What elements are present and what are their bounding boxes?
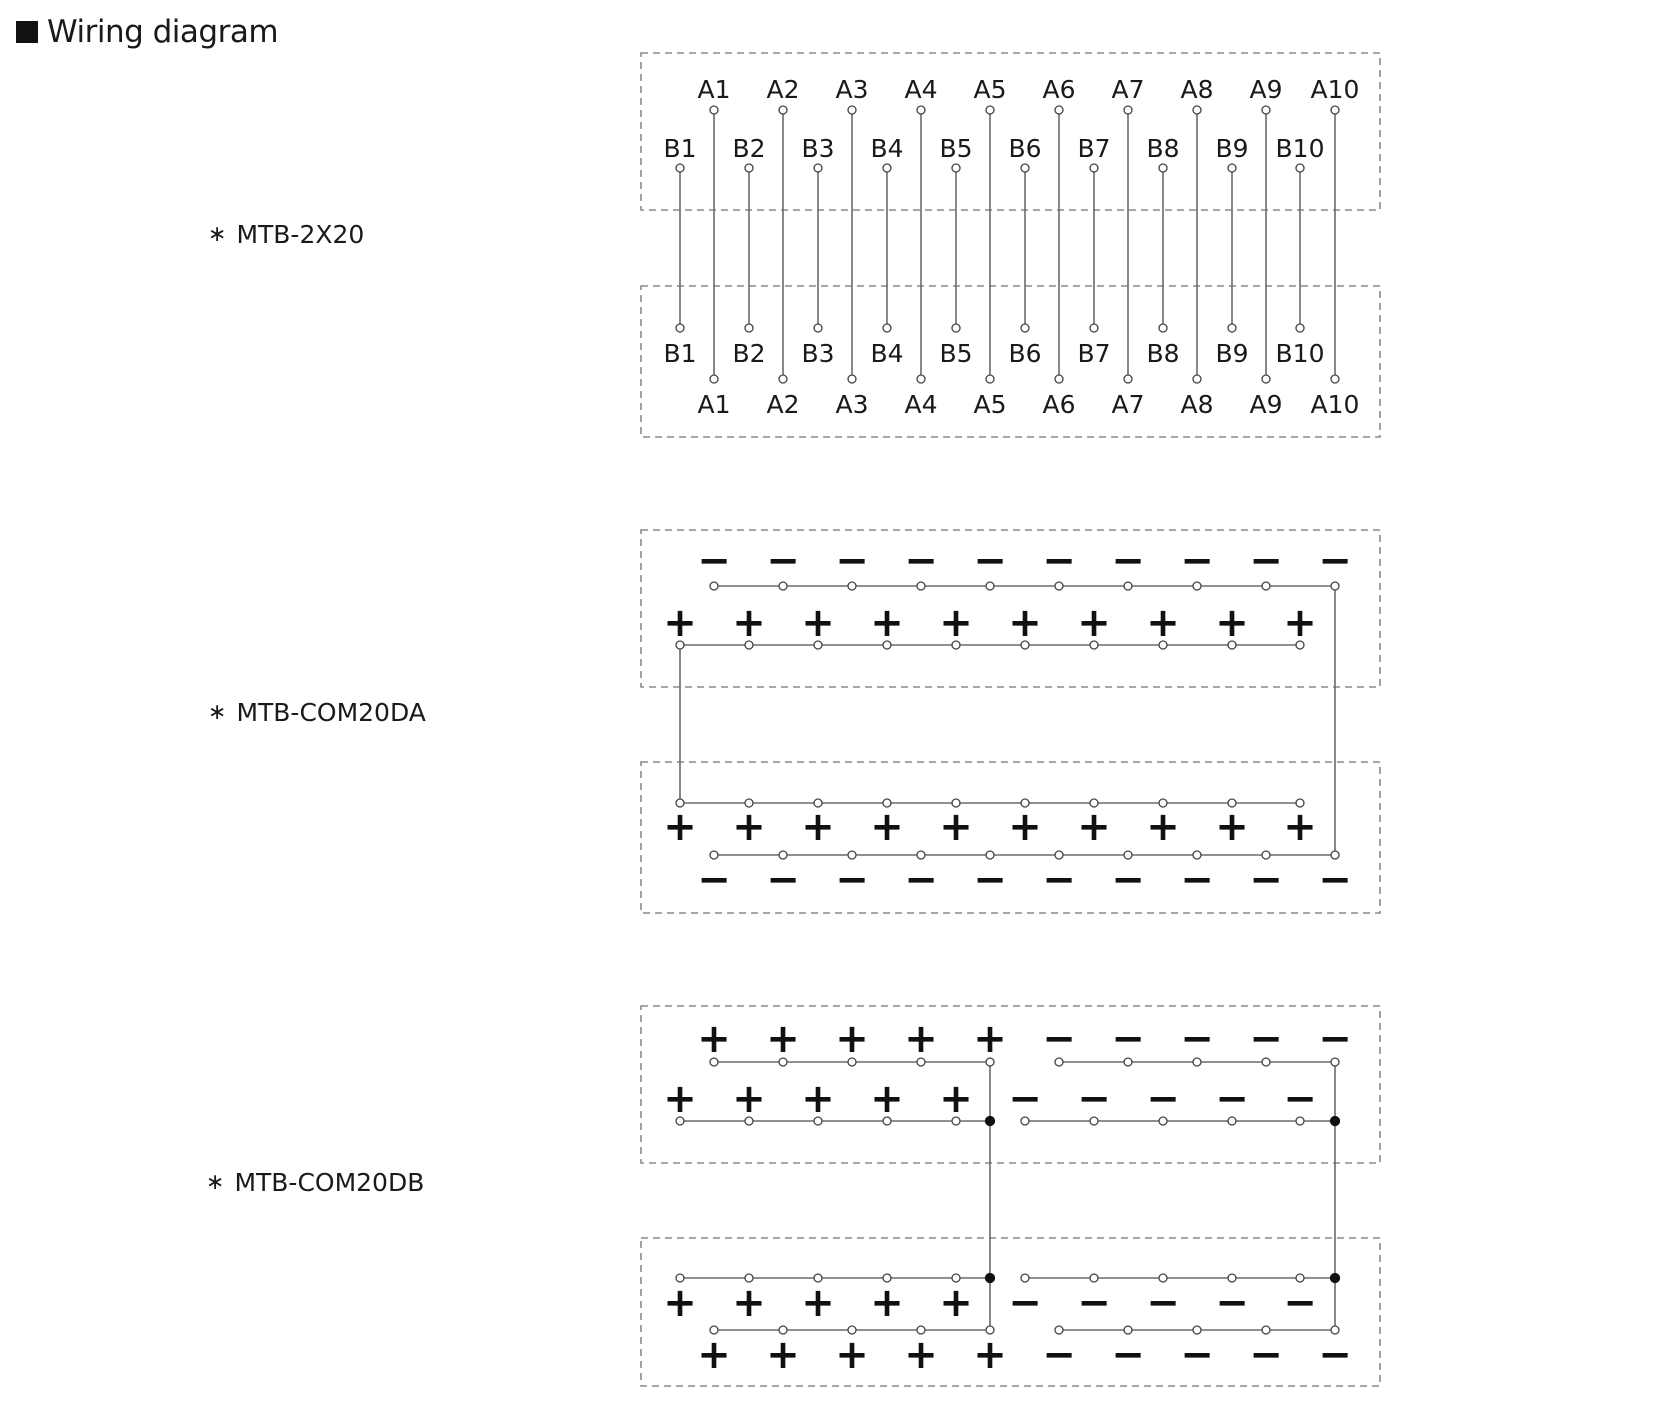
terminal-point	[1021, 324, 1029, 332]
terminal-point	[883, 164, 891, 172]
terminal-label-b: B10	[1275, 339, 1325, 368]
plus-symbol: +	[1008, 804, 1042, 850]
plus-symbol: +	[973, 1332, 1007, 1378]
minus-symbol: −	[1042, 857, 1076, 903]
plus-symbol: +	[1077, 600, 1111, 646]
terminal-point	[1159, 324, 1167, 332]
terminal-label-a: A1	[697, 390, 731, 419]
terminal-point	[1055, 106, 1063, 114]
plus-symbol: +	[766, 1016, 800, 1062]
terminal-point	[1262, 375, 1270, 383]
terminal-label-b: B5	[939, 134, 973, 163]
terminal-point	[1262, 106, 1270, 114]
terminal-label-b: B9	[1215, 339, 1249, 368]
terminal-point	[1331, 106, 1339, 114]
asterisk-icon: ∗	[208, 700, 227, 725]
plus-symbol: +	[904, 1016, 938, 1062]
plus-symbol: +	[1008, 600, 1042, 646]
minus-symbol: −	[766, 857, 800, 903]
plus-symbol: +	[732, 1076, 766, 1122]
terminal-point	[1090, 324, 1098, 332]
plus-symbol: +	[1283, 804, 1317, 850]
terminal-point	[1124, 106, 1132, 114]
terminal-label-b: B2	[732, 339, 766, 368]
junction-dot	[1331, 1274, 1340, 1283]
section-title: Wiring diagram	[47, 14, 279, 50]
plus-symbol: +	[1283, 600, 1317, 646]
minus-symbol: −	[1249, 857, 1283, 903]
plus-symbol: +	[801, 1280, 835, 1326]
plus-symbol: +	[801, 1076, 835, 1122]
minus-symbol: −	[1111, 1332, 1145, 1378]
minus-symbol: −	[1042, 1016, 1076, 1062]
minus-symbol: −	[835, 857, 869, 903]
terminal-point	[952, 164, 960, 172]
junction-dot	[1331, 1117, 1340, 1126]
minus-symbol: −	[1111, 1016, 1145, 1062]
terminal-point	[676, 324, 684, 332]
minus-symbol: −	[1008, 1280, 1042, 1326]
minus-symbol: −	[1249, 538, 1283, 584]
plus-symbol: +	[663, 804, 697, 850]
terminal-label-b: B4	[870, 339, 904, 368]
plus-symbol: +	[870, 600, 904, 646]
minus-symbol: −	[1008, 1076, 1042, 1122]
terminal-label-a: A3	[835, 390, 869, 419]
plus-symbol: +	[732, 804, 766, 850]
plus-symbol: +	[870, 1076, 904, 1122]
terminal-point	[779, 106, 787, 114]
plus-symbol: +	[835, 1016, 869, 1062]
terminal-label-b: B7	[1077, 339, 1111, 368]
minus-symbol: −	[1318, 1016, 1352, 1062]
terminal-point	[917, 106, 925, 114]
terminal-label-a: A9	[1249, 75, 1283, 104]
plus-symbol: +	[870, 804, 904, 850]
minus-symbol: −	[1146, 1280, 1180, 1326]
terminal-label-b: B8	[1146, 134, 1180, 163]
terminal-point	[1193, 375, 1201, 383]
plus-symbol: +	[766, 1332, 800, 1378]
minus-symbol: −	[1215, 1280, 1249, 1326]
plus-symbol: +	[1077, 804, 1111, 850]
minus-symbol: −	[1215, 1076, 1249, 1122]
terminal-label-b: B2	[732, 134, 766, 163]
plus-symbol: +	[801, 804, 835, 850]
minus-symbol: −	[973, 857, 1007, 903]
terminal-label-a: A2	[766, 390, 800, 419]
terminal-point	[710, 375, 718, 383]
terminal-label-a: A8	[1180, 75, 1214, 104]
plus-symbol: +	[939, 804, 973, 850]
model-name: MTB-2X20	[236, 220, 365, 249]
terminal-point	[1296, 324, 1304, 332]
asterisk-icon: ∗	[206, 1170, 225, 1195]
terminal-label-a: A7	[1111, 75, 1145, 104]
terminal-point	[676, 164, 684, 172]
terminal-label-b: B5	[939, 339, 973, 368]
plus-symbol: +	[1215, 600, 1249, 646]
minus-symbol: −	[1249, 1332, 1283, 1378]
terminal-point	[1193, 106, 1201, 114]
terminal-label-a: A3	[835, 75, 869, 104]
minus-symbol: −	[1283, 1076, 1317, 1122]
terminal-point	[814, 324, 822, 332]
terminal-label-a: A9	[1249, 390, 1283, 419]
asterisk-icon: ∗	[208, 222, 227, 247]
minus-symbol: −	[1180, 1016, 1214, 1062]
terminal-label-a: A2	[766, 75, 800, 104]
terminal-point	[883, 324, 891, 332]
minus-symbol: −	[1077, 1076, 1111, 1122]
terminal-label-a: A7	[1111, 390, 1145, 419]
minus-symbol: −	[697, 857, 731, 903]
terminal-point	[1159, 164, 1167, 172]
terminal-point	[848, 106, 856, 114]
plus-symbol: +	[732, 600, 766, 646]
minus-symbol: −	[1180, 538, 1214, 584]
junction-dot	[986, 1274, 995, 1283]
terminal-point	[848, 375, 856, 383]
terminal-label-a: A5	[973, 75, 1007, 104]
plus-symbol: +	[663, 1076, 697, 1122]
minus-symbol: −	[1180, 857, 1214, 903]
terminal-label-b: B3	[801, 339, 835, 368]
terminal-point	[1296, 164, 1304, 172]
terminal-label-b: B7	[1077, 134, 1111, 163]
minus-symbol: −	[1111, 538, 1145, 584]
terminal-point	[1124, 375, 1132, 383]
terminal-point	[986, 106, 994, 114]
terminal-label-a: A6	[1042, 75, 1076, 104]
terminal-label-b: B10	[1275, 134, 1325, 163]
model-name: MTB-COM20DA	[236, 698, 426, 727]
plus-symbol: +	[870, 1280, 904, 1326]
terminal-label-b: B6	[1008, 134, 1042, 163]
terminal-label-b: B8	[1146, 339, 1180, 368]
terminal-point	[917, 375, 925, 383]
plus-symbol: +	[939, 1280, 973, 1326]
terminal-point	[710, 106, 718, 114]
plus-symbol: +	[835, 1332, 869, 1378]
terminal-point	[1090, 164, 1098, 172]
minus-symbol: −	[697, 538, 731, 584]
terminal-point	[779, 375, 787, 383]
terminal-label-b: B4	[870, 134, 904, 163]
plus-symbol: +	[1146, 804, 1180, 850]
minus-symbol: −	[1283, 1280, 1317, 1326]
model-name: MTB-COM20DB	[234, 1168, 425, 1197]
terminal-point	[1331, 375, 1339, 383]
plus-symbol: +	[973, 1016, 1007, 1062]
plus-symbol: +	[697, 1016, 731, 1062]
terminal-label-a: A1	[697, 75, 731, 104]
terminal-label-b: B1	[663, 339, 697, 368]
terminal-label-a: A6	[1042, 390, 1076, 419]
minus-symbol: −	[1042, 1332, 1076, 1378]
plus-symbol: +	[663, 1280, 697, 1326]
terminal-point	[952, 324, 960, 332]
minus-symbol: −	[1318, 857, 1352, 903]
minus-symbol: −	[1249, 1016, 1283, 1062]
minus-symbol: −	[1111, 857, 1145, 903]
terminal-label-a: A5	[973, 390, 1007, 419]
plus-symbol: +	[939, 1076, 973, 1122]
minus-symbol: −	[904, 857, 938, 903]
plus-symbol: +	[663, 600, 697, 646]
terminal-label-a: A8	[1180, 390, 1214, 419]
terminal-point	[1055, 375, 1063, 383]
minus-symbol: −	[973, 538, 1007, 584]
junction-dot	[986, 1117, 995, 1126]
plus-symbol: +	[697, 1332, 731, 1378]
minus-symbol: −	[835, 538, 869, 584]
terminal-label-b: B9	[1215, 134, 1249, 163]
terminal-label-a: A4	[904, 390, 938, 419]
terminal-point	[745, 164, 753, 172]
terminal-label-a: A10	[1310, 390, 1360, 419]
terminal-point	[986, 375, 994, 383]
minus-symbol: −	[1042, 538, 1076, 584]
minus-symbol: −	[1180, 1332, 1214, 1378]
minus-symbol: −	[904, 538, 938, 584]
plus-symbol: +	[801, 600, 835, 646]
terminal-point	[814, 164, 822, 172]
terminal-label-a: A4	[904, 75, 938, 104]
plus-symbol: +	[1146, 600, 1180, 646]
minus-symbol: −	[1146, 1076, 1180, 1122]
plus-symbol: +	[732, 1280, 766, 1326]
minus-symbol: −	[1318, 1332, 1352, 1378]
minus-symbol: −	[1318, 538, 1352, 584]
terminal-point	[1021, 164, 1029, 172]
terminal-label-b: B3	[801, 134, 835, 163]
terminal-label-b: B6	[1008, 339, 1042, 368]
terminal-label-b: B1	[663, 134, 697, 163]
terminal-point	[1228, 164, 1236, 172]
plus-symbol: +	[904, 1332, 938, 1378]
terminal-label-a: A10	[1310, 75, 1360, 104]
terminal-point	[1228, 324, 1236, 332]
minus-symbol: −	[1077, 1280, 1111, 1326]
plus-symbol: +	[939, 600, 973, 646]
minus-symbol: −	[766, 538, 800, 584]
terminal-point	[745, 324, 753, 332]
plus-symbol: +	[1215, 804, 1249, 850]
